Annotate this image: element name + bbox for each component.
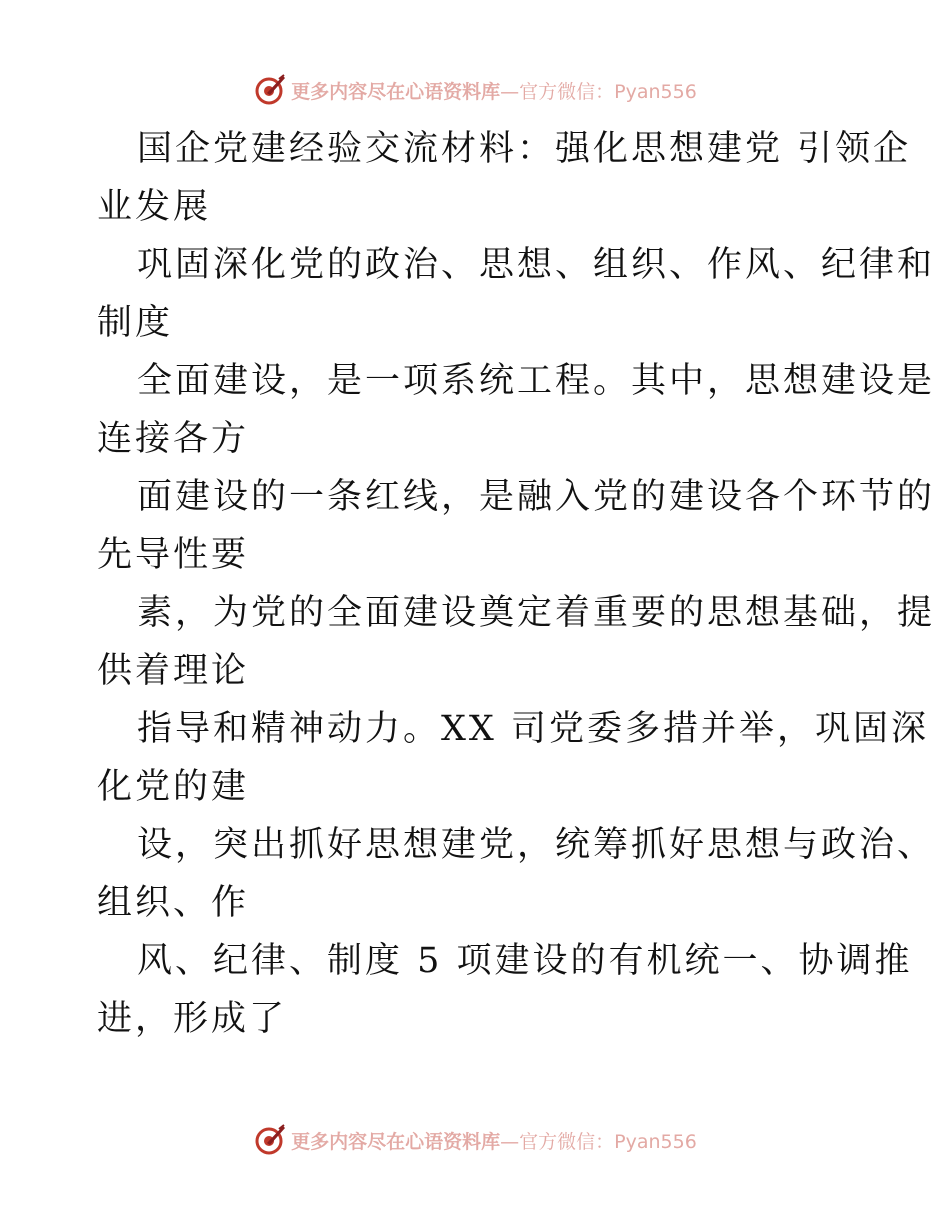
text-line: 业发展 [97, 187, 212, 227]
text-line: 设，突出抓好思想建党，统筹抓好思想与政治、 [137, 825, 936, 865]
text-line: 全面建设，是一项系统工程。其中，思想建设是 [137, 361, 936, 401]
header-banner [0, 70, 950, 110]
banner-wechat-text: —官方微信：Pyan556 [500, 80, 697, 103]
text-line: 先导性要 [97, 535, 250, 575]
text-line: 进，形成了 [97, 999, 288, 1039]
text-line: 连接各方 [97, 419, 250, 459]
text-line: 供着理论 [97, 651, 250, 691]
text-line: 巩固深化党的政治、思想、组织、作风、纪律和 [137, 245, 936, 285]
quill-logo-icon [253, 73, 287, 107]
text-line: 面建设的一条红线，是融入党的建设各个环节的 [137, 477, 936, 517]
text-line: 指导和精神动力。XX 司党委多措并举，巩固深 [137, 709, 929, 749]
banner-main-text: 更多内容尽在心语资料库 [291, 80, 501, 103]
text-line: 制度 [97, 303, 174, 343]
text-line: 风、纪律、制度 5 项建设的有机统一、协调推 [137, 941, 913, 981]
banner-main-text: 更多内容尽在心语资料库 [291, 1130, 501, 1153]
text-line: 化党的建 [97, 767, 250, 807]
banner-wechat-text: —官方微信：Pyan556 [500, 1130, 697, 1153]
document-body [97, 120, 936, 1048]
text-line: 组织、作 [97, 883, 250, 923]
text-line: 素，为党的全面建设奠定着重要的思想基础，提 [137, 593, 936, 633]
text-line: 国企党建经验交流材料：强化思想建党 引领企 [137, 129, 912, 169]
footer-banner [0, 1120, 950, 1160]
quill-logo-icon [253, 1123, 287, 1157]
